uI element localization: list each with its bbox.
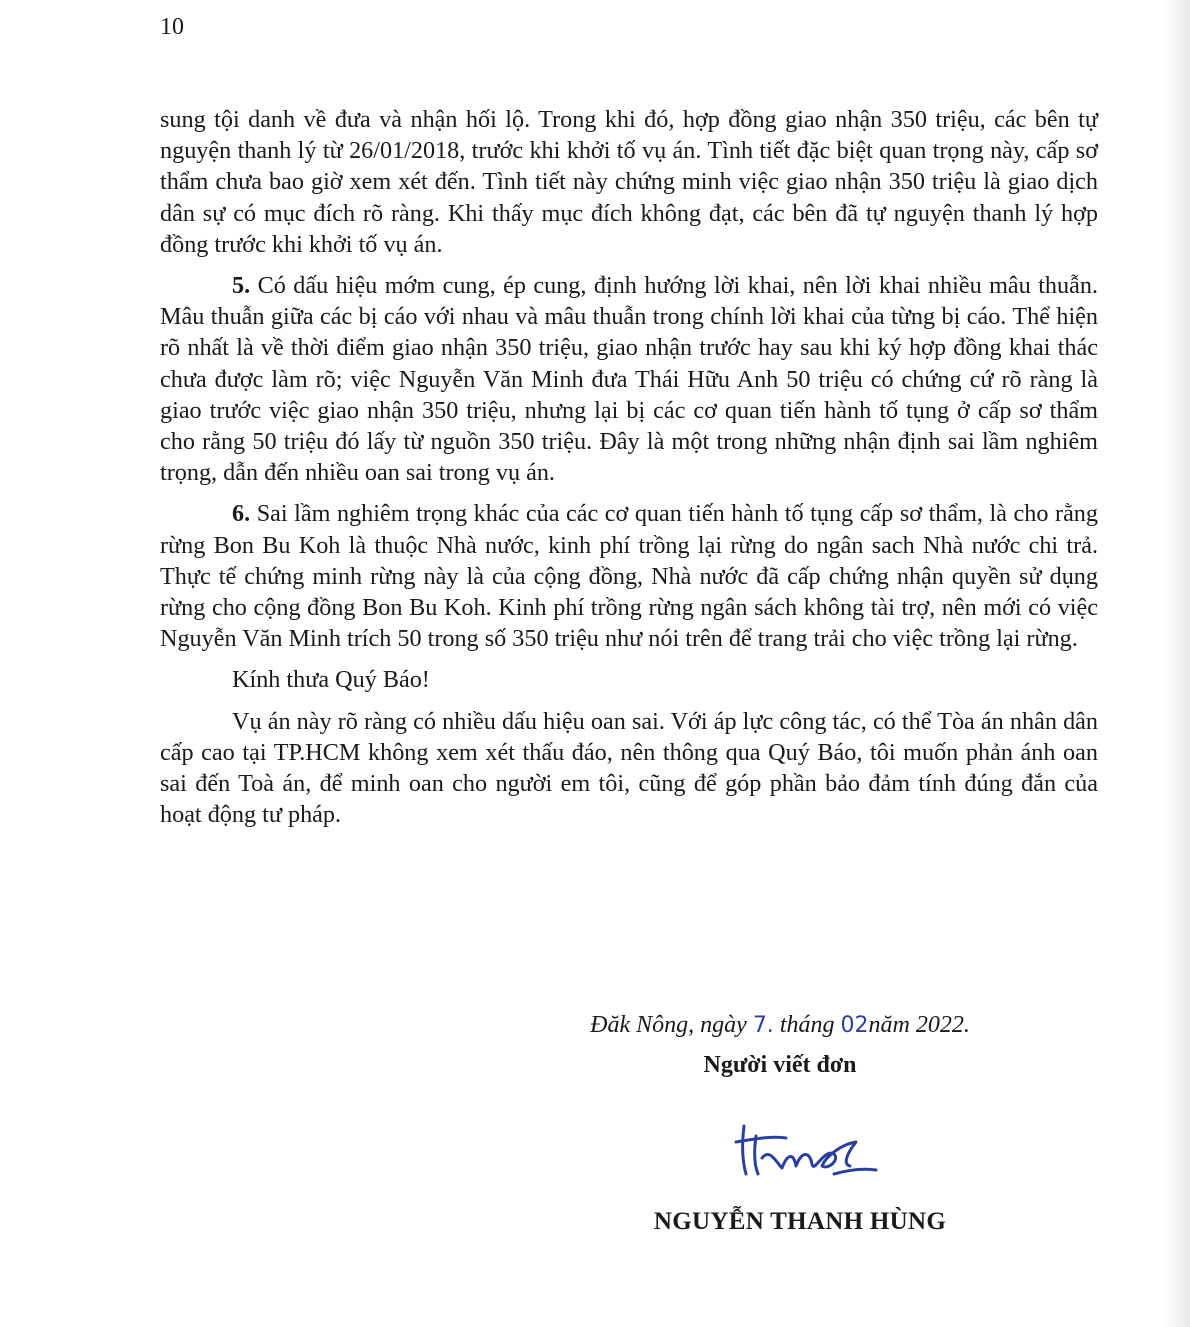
paragraph-5-number: 5.: [232, 272, 251, 300]
writer-label: Người viết đơn: [703, 1052, 857, 1078]
handwritten-month: 02: [840, 1013, 869, 1038]
date-line: [520, 1012, 1040, 1039]
page-edge-shadow: [1162, 0, 1190, 1327]
paragraph-6: [160, 498, 1098, 654]
handwritten-day: 7.: [752, 1013, 774, 1038]
paragraph-continuation: sung tội danh về đưa và nhận hối lộ. Trong khi đó, hợp đồng giao nhận 350 triệu, các bên tự nguyện thanh lý từ 26/01/2018, trước khi khởi tố vụ án. Tình tiết đặc biệt quan trọng này, cấp sơ thẩm chưa bao giờ xem xét đến. Tình tiết này chứng minh việc giao nhận 350 triệu là giao dịch dân sự có mục đích rõ ràng. Khi thấy mục đích không đạt, các bên đã tự nguyện thanh lý hợp đồng trước khi khởi tố vụ án.: [160, 106, 1098, 258]
paragraph-5: [160, 270, 1098, 488]
signer-name: NGUYỄN THANH HÙNG: [653, 1208, 947, 1235]
date-year: năm 2022.: [868, 1012, 970, 1038]
date-prefix: Đăk Nông, ngày: [590, 1012, 753, 1038]
page-number: 10: [160, 14, 184, 40]
handwritten-signature: [730, 1108, 880, 1188]
closing-paragraph: Vụ án này rõ ràng có nhiều dấu hiệu oan sai. Với áp lực công tác, có thể Tòa án nhân dân cấp cao tại TP.HCM không xem xét thấu đáo, nên thông qua Quý Báo, tôi muốn phản ánh oan sai đến Toà án, để minh oan cho người em tôi, cũng để góp phần bảo đảm tính đúng đắn của hoạt động tư pháp.: [160, 707, 1098, 829]
date-month-word: tháng: [773, 1012, 841, 1038]
greeting: Kính thưa Quý Báo!: [232, 666, 430, 694]
paragraph-5-text: Có dấu hiệu mớm cung, ép cung, định hướng lời khai, nên lời khai nhiều mâu thuẫn. Mâu thuẫn giữa các bị cáo với nhau và mâu thuẫn trong chính lời khai của từng bị cáo. Thể hiện rõ nhất là về thời điểm giao nhận 350 triệu, giao nhận trước hay sau khi ký hợp đồng khai thác chưa được làm rõ; việc Nguyễn Văn Minh đưa Thái Hữu Anh 50 triệu có chứng cứ rõ ràng là giao trước việc giao nhận 350 triệu, nhưng lại bị các cơ quan tiến hành tố tụng ở cấp sơ thẩm cho rằng 50 triệu đó lấy từ nguồn 350 triệu. Đây là một trong những nhận định sai lầm nghiêm trọng, dẫn đến nhiều oan sai trong vụ án.: [160, 272, 1098, 487]
paragraph-6-number: 6.: [232, 500, 251, 528]
letter-body: [160, 104, 1098, 830]
paragraph-6-text: Sai lầm nghiêm trọng khác của các cơ quan tiến hành tố tụng cấp sơ thẩm, là cho rằng rừng Bon Bu Koh là thuộc Nhà nước, kinh phí trồng lại rừng do ngân sach Nhà nước chi trả. Thực tế chứng minh rừng này là của cộng đồng, Nhà nước đã cấp chứng nhận quyền sử dụng rừng cho cộng đồng Bon Bu Koh. Kinh phí trồng rừng ngân sách không tài trợ, nên mới có việc Nguyễn Văn Minh trích 50 trong số 350 triệu như nói trên để trang trải cho việc trồng lại rừng.: [160, 500, 1098, 653]
